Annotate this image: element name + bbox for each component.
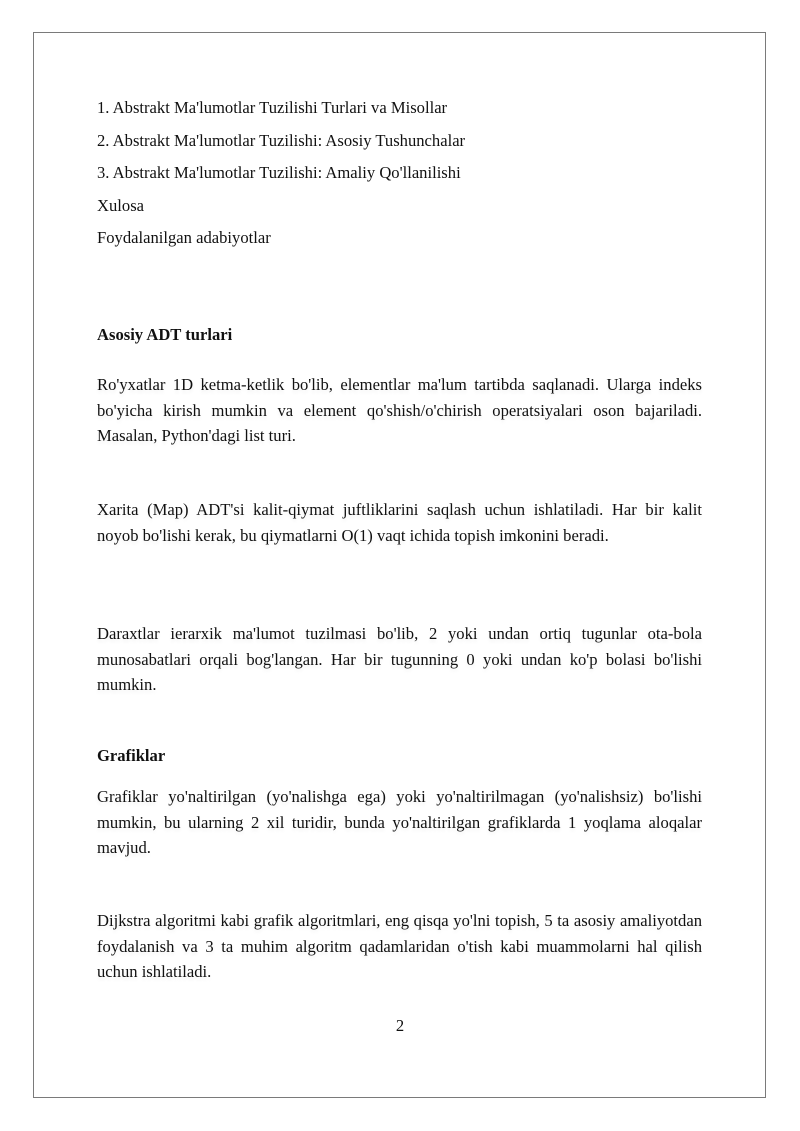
page-number: 2 [395, 1016, 405, 1035]
paragraph-trees: Daraxtlar ierarxik ma'lumot tuzilmasi bo'lib, 2 yoki undan ortiq tugunlar ota-bola munosabatlari orqali bog'langan. Har bir tugunning 0 yoki undan ko'p bolasi bo'lishi mumkin. [97, 624, 702, 694]
section-heading-graphs: Grafiklar [97, 746, 166, 765]
toc-item-3: 3. Abstrakt Ma'lumotlar Tuzilishi: Amaliy Qo'llanilishi [97, 163, 461, 182]
toc-item-references: Foydalanilgan adabiyotlar [97, 228, 271, 247]
toc-item-2: 2. Abstrakt Ma'lumotlar Tuzilishi: Asosiy Tushunchalar [97, 131, 466, 150]
paragraph-lists: Ro'yxatlar 1D ketma-ketlik bo'lib, elementlar ma'lum tartibda saqlanadi. Ularga indeks bo'yicha kirish mumkin va element qo'shish/o'chirish operatsiyalari oson bajariladi. Masalan, Python'dagi list turi. [97, 375, 702, 445]
section-heading-adt: Asosiy ADT turlari [97, 325, 233, 344]
paragraph-graph-algorithms: Dijkstra algoritmi kabi grafik algoritmlari, eng qisqa yo'lni topish, 5 ta asosiy amaliyotdan foydalanish va 3 ta muhim algoritm qadamlaridan o'tish kabi muammolarni hal qilish uchun ishlatiladi. [97, 911, 702, 981]
toc-item-1: 1. Abstrakt Ma'lumotlar Tuzilishi Turlari va Misollar [97, 98, 448, 117]
toc-item-conclusion: Xulosa [97, 196, 145, 215]
paragraph-map: Xarita (Map) ADT'si kalit-qiymat juftliklarini saqlash uchun ishlatiladi. Har bir kalit noyob bo'lishi kerak, bu qiymatlarni O(1) vaqt ichida topish imkonini beradi. [97, 500, 702, 545]
paragraph-graph-types: Grafiklar yo'naltirilgan (yo'nalishga ega) yoki yo'naltirilmagan (yo'nalishsiz) bo'lishi mumkin, bu ularning 2 xil turidir, bunda yo'naltirilgan grafiklarda 1 yoqlama aloqalar mavjud. [97, 787, 702, 857]
